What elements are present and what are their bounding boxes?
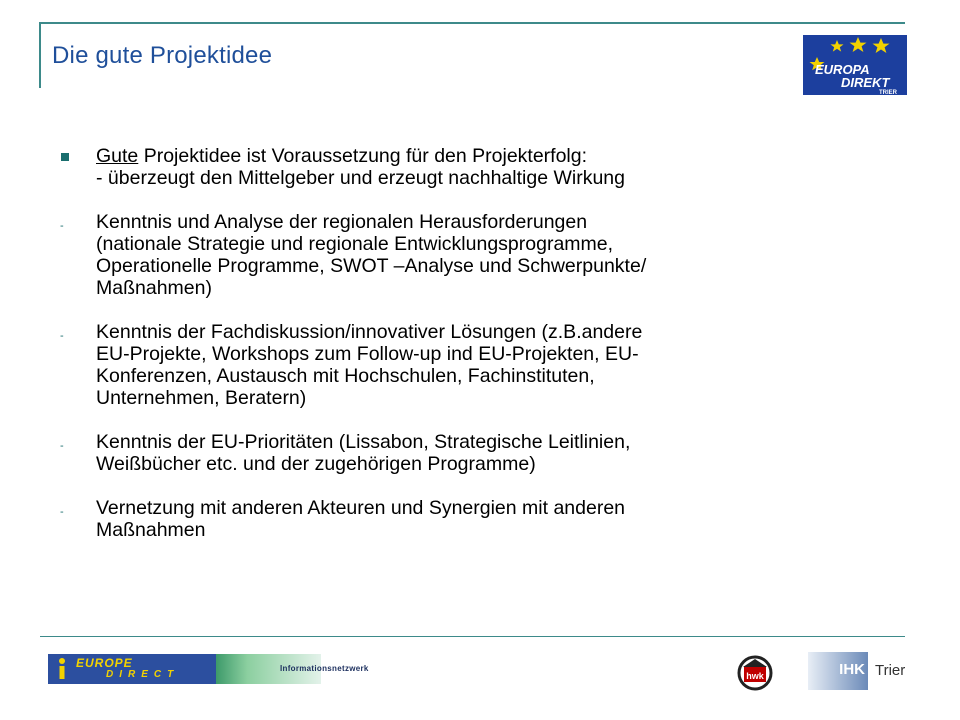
square-bullet-icon	[61, 153, 69, 161]
europe-direct-badge	[48, 654, 216, 684]
list-item	[58, 145, 818, 189]
network-label: Informationsnetzwerk	[280, 664, 369, 673]
bullet-list	[58, 145, 818, 541]
europe-direct-network-logo	[48, 654, 369, 684]
list-line: Gute Projektidee ist Voraussetzung für den Projekterfolg:	[96, 145, 588, 167]
network-band	[216, 654, 369, 684]
list-item	[58, 211, 818, 299]
list-line: (nationale Strategie und regionale Entwicklungsprogramme,	[96, 233, 614, 255]
europa-direkt-logo	[803, 35, 907, 95]
ihk-abbr: IHK	[839, 661, 865, 678]
dash-bullet-icon: -	[60, 506, 64, 518]
list-line: Maßnahmen)	[96, 277, 212, 299]
svg-text:TRIER: TRIER	[879, 90, 897, 96]
hwk-logo	[737, 655, 773, 691]
list-line: Vernetzung mit anderen Akteuren und Synergien mit anderen	[96, 497, 626, 519]
list-line: - überzeugt den Mittelgeber und erzeugt nachhaltige Wirkung	[96, 167, 625, 189]
list-item	[58, 497, 818, 541]
list-line: Konferenzen, Austausch mit Hochschulen, Fachinstituten,	[96, 365, 595, 387]
list-item	[58, 321, 818, 409]
ihk-city: Trier	[875, 662, 906, 679]
direct-word: DIRECT	[106, 669, 180, 680]
header-side-rule	[39, 22, 41, 88]
list-line: Kenntnis und Analyse der regionalen Herausforderungen	[96, 211, 588, 233]
europe-word: EUROPE	[76, 656, 133, 670]
ihk-gradient-bar	[808, 652, 868, 690]
slide-title: Die gute Projektidee	[52, 42, 273, 69]
list-item	[58, 431, 818, 475]
dash-bullet-icon: -	[60, 330, 64, 342]
header-rule	[40, 22, 905, 24]
dash-bullet-icon: -	[60, 220, 64, 232]
svg-text:DIREKT: DIREKT	[841, 75, 890, 90]
svg-text:hwk: hwk	[746, 671, 764, 681]
list-line: Unternehmen, Beratern)	[96, 387, 307, 409]
ihk-trier-logo	[808, 652, 908, 690]
list-line: EU-Projekte, Workshops zum Follow-up ind EU-Projekten, EU-	[96, 343, 639, 365]
list-line: Kenntnis der Fachdiskussion/innovativer Lösungen (z.B.andere	[96, 321, 643, 343]
list-line: Maßnahmen	[96, 519, 206, 541]
underlined-word: Gute	[96, 145, 139, 167]
footer-rule	[40, 636, 905, 637]
list-line: Operationelle Programme, SWOT –Analyse und Schwerpunkte/	[96, 255, 647, 277]
info-icon	[54, 657, 70, 681]
svg-text:EUROPA: EUROPA	[815, 62, 870, 77]
list-line: Kenntnis der EU-Prioritäten (Lissabon, Strategische Leitlinien,	[96, 431, 631, 453]
list-line: Weißbücher etc. und der zugehörigen Programme)	[96, 453, 536, 475]
dash-bullet-icon: -	[60, 440, 64, 452]
